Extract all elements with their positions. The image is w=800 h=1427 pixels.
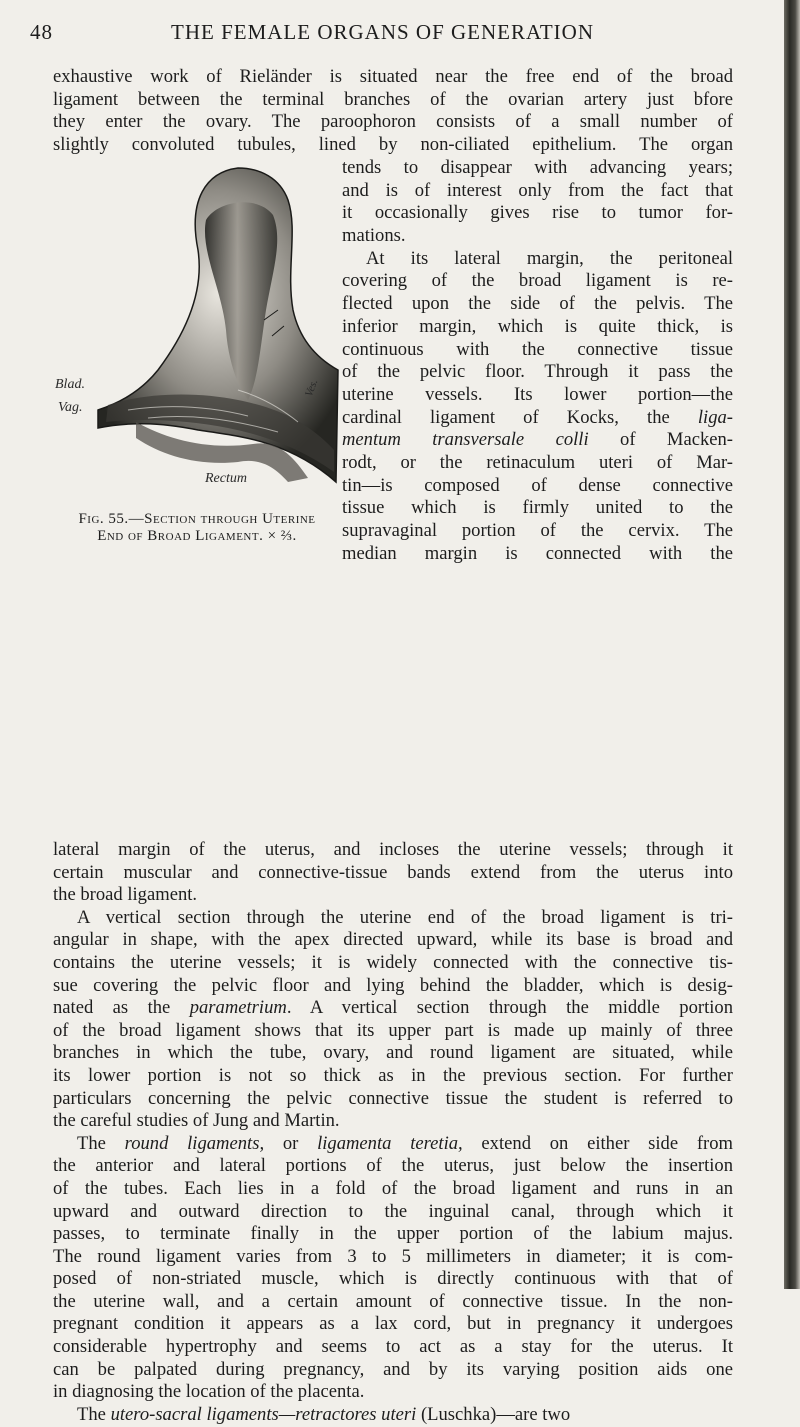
text-line: The utero-sacral ligaments—retractores uteri (Luschka)—are two <box>77 1403 571 1425</box>
italic-term: mentum transversale colli <box>342 429 589 451</box>
text-line <box>342 429 733 452</box>
text-line: lateral margin of the uterus, and incloses the uterine vessels; through it <box>53 839 733 860</box>
text-line: the uterine wall, and a certain amount of connective tissue. In the non- <box>53 1290 733 1312</box>
text-line: tin—is composed of dense connective <box>342 474 733 496</box>
text-line: sue covering the pelvic floor and lying behind the bladder, which is desig- <box>53 974 733 996</box>
text-line: The round ligaments, or ligamenta teretia, extend on either side from <box>77 1132 733 1154</box>
running-title: THE FEMALE ORGANS OF GENERATION <box>171 20 594 44</box>
label-rectum: Rectum <box>205 471 247 486</box>
text-line: tends to disappear with advancing years; <box>342 157 733 178</box>
text-line: nated as the parametrium. A vertical section through the middle portion <box>53 997 734 1019</box>
text-line: passes, to terminate finally in the upper portion of the labium majus. <box>53 1223 733 1245</box>
text-line: posed of non-striated muscle, which is directly continuous with that of <box>53 1268 733 1290</box>
running-header <box>30 20 735 46</box>
text-line: contains the uterine vessels; it is widely connected with the connective tis- <box>53 951 733 973</box>
text-line: the anterior and lateral portions of the uterus, just below the insertion <box>53 1155 733 1177</box>
uterine-section-illustration <box>88 160 346 502</box>
text-fragment: of Macken- <box>588 429 733 451</box>
text-line: slightly convoluted tubules, lined by non-ciliated epithelium. The organ <box>53 134 733 156</box>
text-line: can be palpated during pregnancy, and by its varying position aids one <box>53 1358 733 1380</box>
figure-caption <box>52 511 342 545</box>
text-line: ligament between the terminal branches of the ovarian artery just bfore <box>53 88 733 110</box>
text-line: certain muscular and connective-tissue bands extend from the uterus into <box>53 861 733 883</box>
label-blad: Blad. <box>55 377 85 392</box>
caption-line: End of Broad Ligament. × ⅔. <box>97 528 297 544</box>
text-line: angular in shape, with the apex directed upward, while its base is broad and <box>53 929 733 951</box>
text-line: branches in which the tube, ovary, and round ligament are situated, while <box>53 1042 733 1064</box>
paragraph-top <box>53 66 733 157</box>
label-vag: Vag. <box>58 400 83 415</box>
label-ves: Ves. <box>303 377 321 399</box>
page-number: 48 <box>30 20 53 44</box>
text-line: the careful studies of Jung and Martin. <box>53 1110 340 1132</box>
text-line: pregnant condition it appears as a lax cord, but in pregnancy it undergoes <box>53 1313 733 1335</box>
text-line <box>342 407 733 430</box>
text-line: supravaginal portion of the cervix. The <box>342 520 733 541</box>
text-line: they enter the ovary. The paroophoron consists of a small number of <box>53 111 733 133</box>
text-line: of the tubes. Each lies in a fold of the broad ligament and runs in an <box>53 1177 733 1199</box>
italic-term: parametrium <box>189 997 287 1019</box>
text-line: it occasionally gives rise to tumor for- <box>342 202 733 224</box>
paragraph-bottom <box>53 839 733 1426</box>
text-line: inferior margin, which is quite thick, is <box>342 315 733 337</box>
text-line: continuous with the connective tissue <box>342 338 733 360</box>
text-line: of the broad ligament shows that its upper part is made up mainly of three <box>53 1019 733 1041</box>
text-line: and is of interest only from the fact that <box>342 179 733 201</box>
text-line: tissue which is firmly united to the <box>342 497 733 519</box>
text-line: flected upon the side of the pelvis. The <box>342 293 733 315</box>
text-line: exhaustive work of Rieländer is situated near the free end of the broad <box>53 66 733 87</box>
text-line: The round ligament varies from 3 to 5 millimeters in diameter; it is com- <box>53 1245 733 1267</box>
text-line: particulars concerning the pelvic connective tissue the student is referred to <box>53 1087 733 1109</box>
text-line: covering of the broad ligament is re- <box>342 270 733 292</box>
text-line: its lower portion is not so thick as in the previous section. For further <box>53 1064 733 1086</box>
text-line: upward and outward direction to the inguinal canal, through which it <box>53 1200 733 1222</box>
text-line: uterine vessels. Its lower portion—the <box>342 383 733 405</box>
italic-term: liga- <box>697 406 733 428</box>
italic-term: ligamenta teretia, <box>317 1132 463 1154</box>
text-line: in diagnosing the location of the placenta. <box>53 1381 365 1403</box>
text-fragment: cardinal ligament of Kocks, the <box>342 406 698 428</box>
italic-term: round ligaments, <box>124 1132 265 1154</box>
text-line: the broad ligament. <box>53 884 198 906</box>
figure-uterine-section <box>55 160 346 502</box>
text-line: mations. <box>342 225 406 247</box>
text-line: A vertical section through the uterine end of the broad ligament is tri- <box>77 906 733 928</box>
paragraph-right <box>342 157 733 565</box>
text-line: At its lateral margin, the peritoneal <box>366 247 733 269</box>
text-line: of the pelvic floor. Through it pass the <box>342 361 733 383</box>
text-line: considerable hypertrophy and seems to act as a stay for the uterus. It <box>53 1336 733 1358</box>
text-line: rodt, or the retinaculum uteri of Mar- <box>342 451 733 473</box>
caption-line: Fig. 55.—Section through Uterine <box>78 511 316 527</box>
page-binding-edge <box>784 0 800 1289</box>
text-line: median margin is connected with the <box>342 542 733 564</box>
italic-term: utero-sacral ligaments—retractores uteri <box>110 1403 417 1425</box>
